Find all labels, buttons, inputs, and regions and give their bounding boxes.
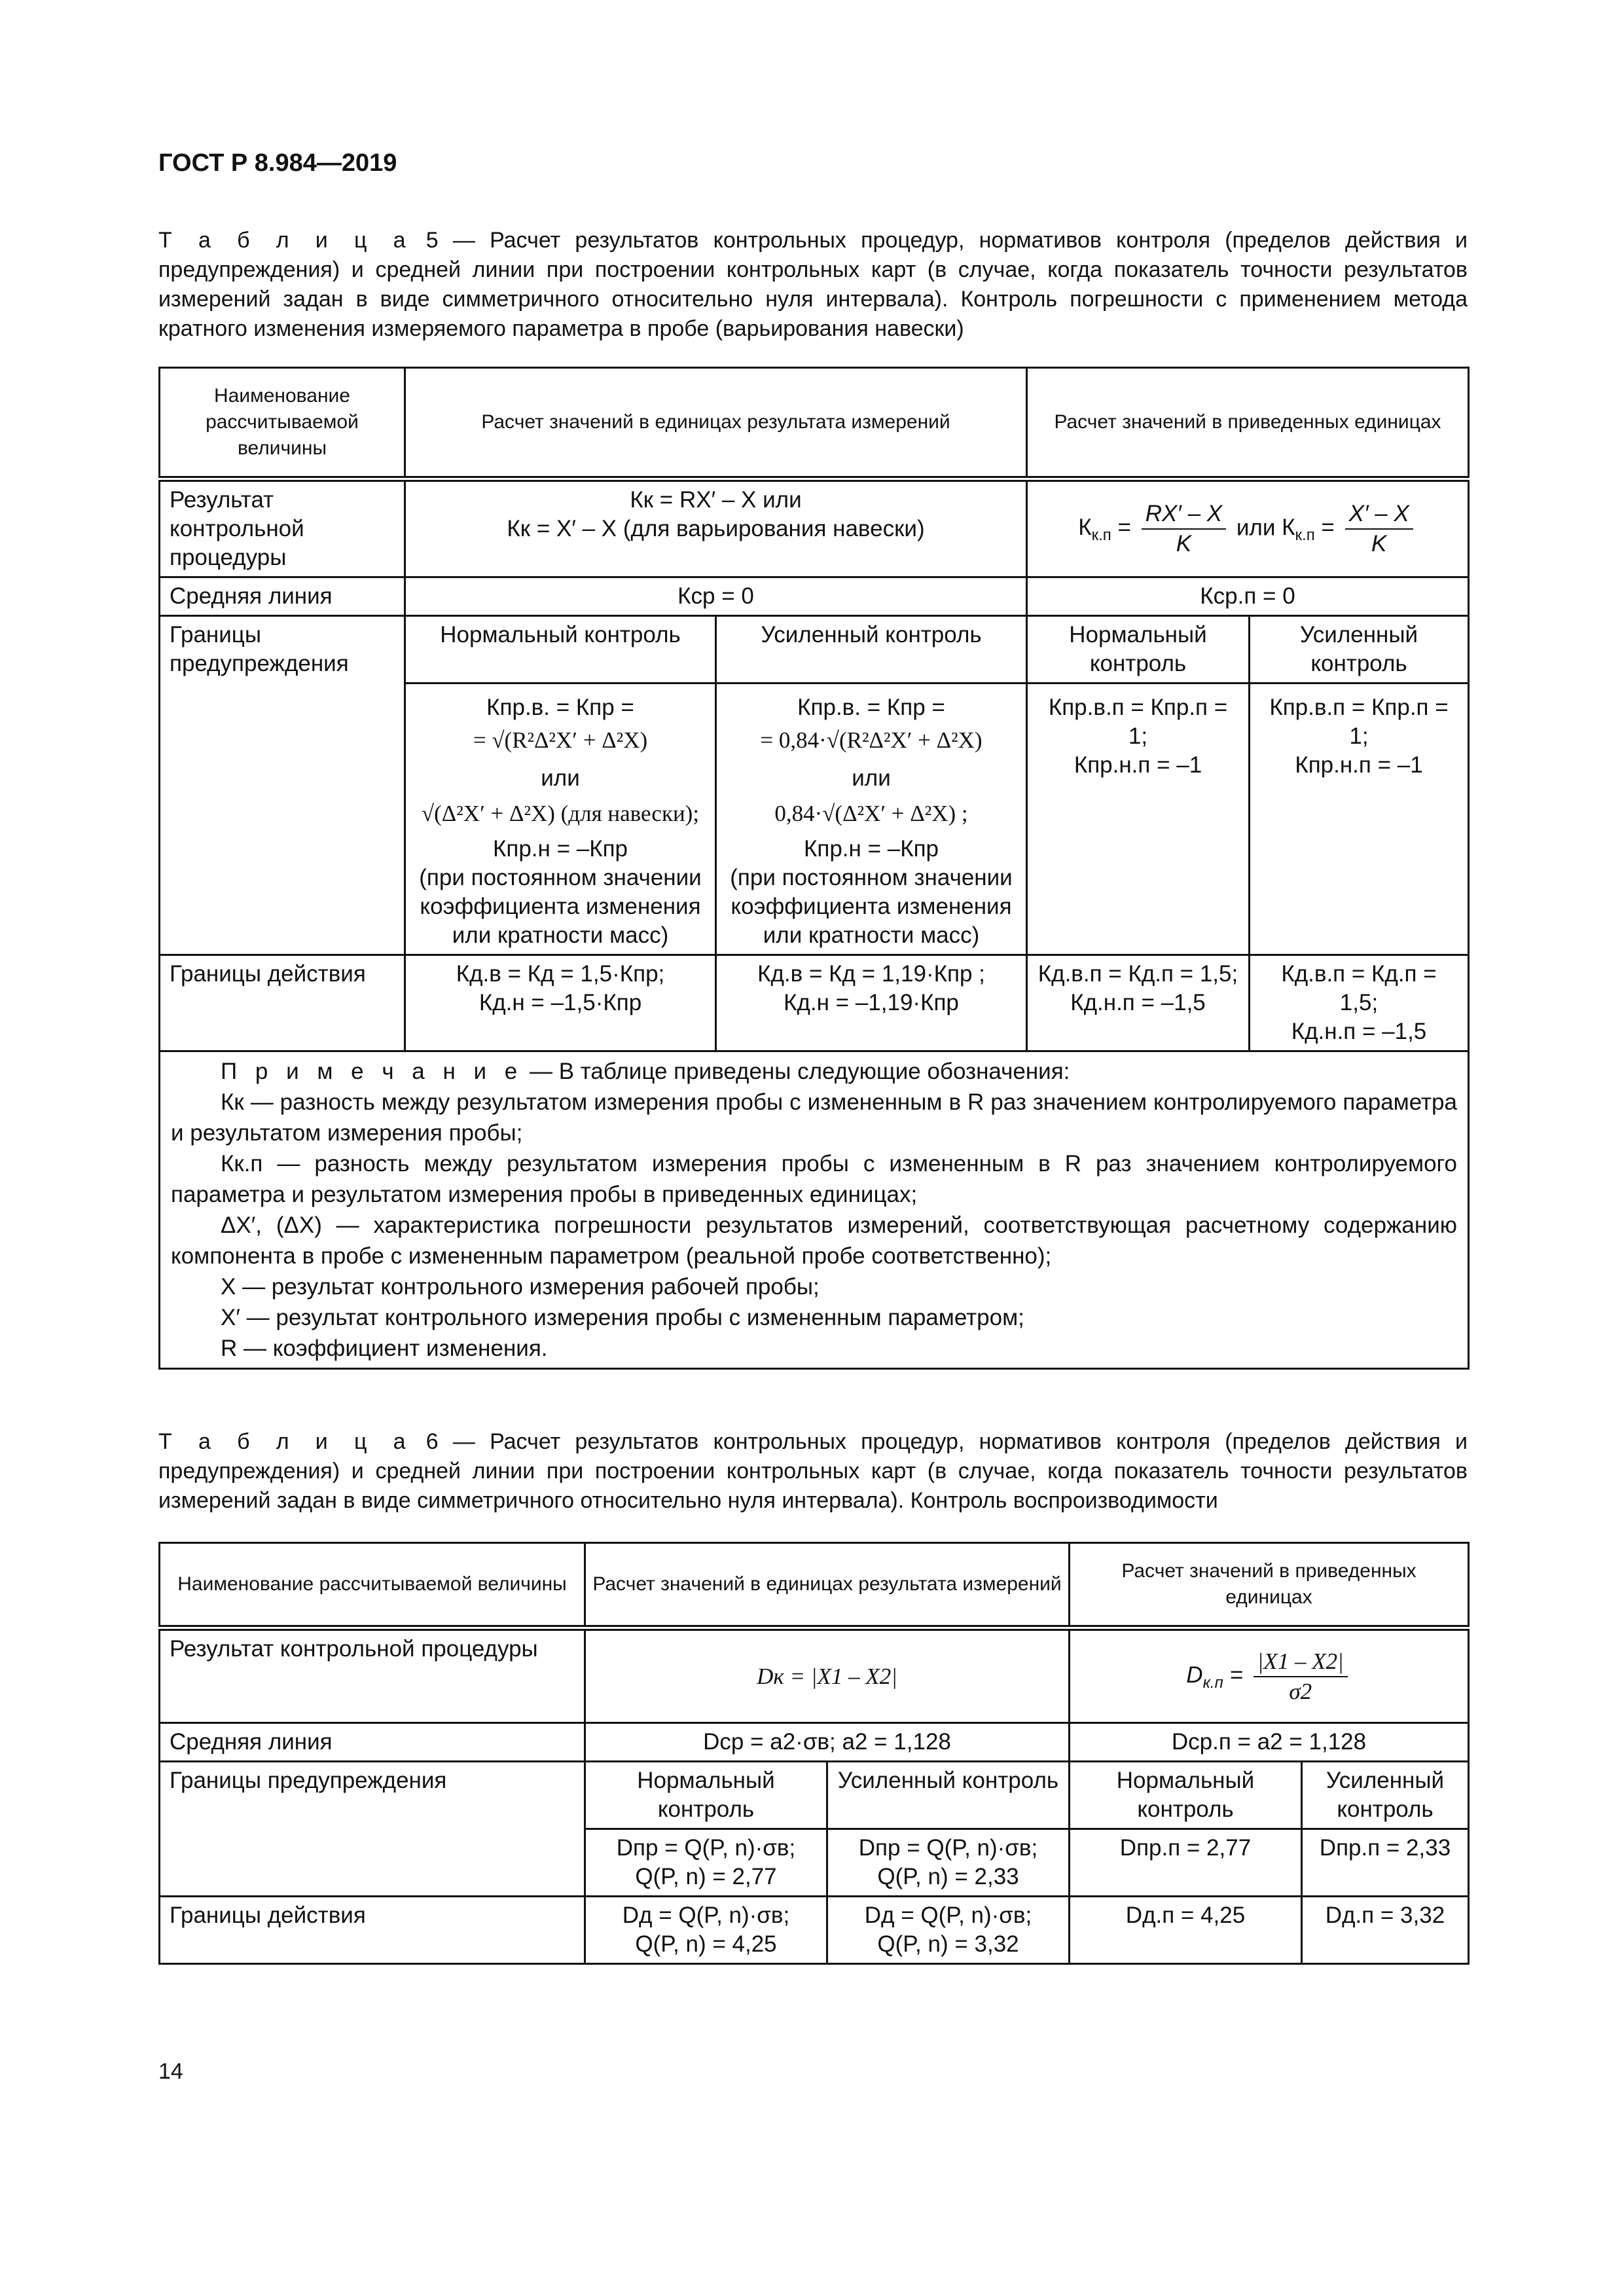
table6-row-result (160, 1628, 1469, 1723)
table5-act-re1: Кд.в.п = Кд.п = 1,5; (1281, 961, 1437, 1015)
table5-warning-normal-cell (405, 683, 716, 955)
table5-header-row (160, 368, 1469, 479)
table6-col-header-rel: Расчет значений в приведенных единицах (1070, 1543, 1469, 1628)
table5-warn-e-or: или (852, 765, 891, 791)
table6-act-e1: Dд = Q(P, n)·σв; (864, 1903, 1032, 1928)
table5-col-header-abs: Расчет значений в единицах результата измерений (405, 368, 1027, 479)
table5-row-warning-header (160, 616, 1469, 683)
table5-midline-label: Средняя линия (160, 577, 405, 616)
table6-act-e2: Q(P, n) = 3,32 (877, 1931, 1019, 1957)
table5-warn-rn1: Кпр.в.п = Кпр.п = 1; (1048, 695, 1228, 749)
table5-action-rel-enhanced (1250, 955, 1469, 1051)
table5-act-n1: Кд.в = Кд = 1,5·Кпр; (456, 961, 665, 987)
table6-action-label: Границы действия (160, 1897, 585, 1964)
table5-caption-number: 5 (425, 228, 439, 253)
table5-caption-word: Т а б л и ц а (158, 228, 412, 253)
table6-warning-label: Границы предупреждения (160, 1762, 585, 1897)
table6-warning-normal-cell (585, 1829, 827, 1897)
table5-action-normal (405, 955, 716, 1051)
table6-row-midline (160, 1723, 1469, 1762)
table5-act-e1: Кд.в = Кд = 1,19·Кпр ; (757, 961, 985, 987)
table5-warn-n-or: или (541, 765, 580, 791)
table5-warn-e2: = 0,84·√(R²Δ²X′ + Δ²X) (760, 727, 983, 753)
table5-result-formula-1: Кк = RX′ – X или (630, 487, 802, 513)
table6-warn-n2: Q(P, n) = 2,77 (635, 1864, 777, 1889)
table6-caption-number: 6 (425, 1429, 439, 1454)
table6-act-n2: Q(P, n) = 4,25 (635, 1931, 777, 1957)
table5-note-line-5: X′ — результат контрольного измерения пробы с измененным параметром; (221, 1305, 1024, 1330)
table5-caption (158, 226, 1468, 344)
page-number: 14 (158, 2059, 183, 2084)
table5-act-e2: Кд.н = –1,19·Кпр (784, 990, 959, 1015)
table6-warning-rel-enhanced-cell: Dпр.п = 2,33 (1302, 1829, 1469, 1897)
table5-warn-n5: (при постоянном значении коэффициента изменения или кратности масс) (419, 865, 702, 948)
table5-note-line-6: R — коэффициент изменения. (221, 1336, 548, 1361)
table5-warn-re1: Кпр.в.п = Кпр.п = 1; (1269, 695, 1449, 749)
table6-result-rel-num: |X1 – X2| (1254, 1647, 1348, 1677)
table5-warn-rn2: Кпр.н.п = –1 (1074, 752, 1202, 778)
table6-warning-rel-normal-header: Нормальный контроль (1070, 1762, 1302, 1829)
table6-result-rel-den: σ2 (1289, 1678, 1312, 1704)
table6-warning-enhanced-cell (827, 1829, 1070, 1897)
table5-note-line-4: X — результат контрольного измерения рабочей пробы; (221, 1274, 820, 1300)
table5-note-line-2: Кк.п — разность между результатом измерения пробы с измененным в R раз значением контролируемого параметра и результатом измерения пробы в приведенных единицах; (171, 1151, 1457, 1207)
table6-warn-e2: Q(P, n) = 2,33 (877, 1864, 1019, 1889)
table5-warn-e4: Кпр.н = –Кпр (803, 836, 939, 862)
table5-result-rel-den1: K (1176, 531, 1192, 556)
table6-col-header-quantity: Наименование рассчитываемой величины (160, 1543, 585, 1628)
table6-row-warning-header (160, 1762, 1469, 1829)
table6-action-rel-enhanced: Dд.п = 3,32 (1302, 1897, 1469, 1964)
table5-warn-e5: (при постоянном значении коэффициента изменения или кратности масс) (730, 865, 1013, 948)
table5-warning-normal-header: Нормальный контроль (405, 616, 716, 683)
table5-result-rel-num2: X′ – X (1345, 500, 1413, 530)
table6-midline-rel: Dср.п = a2 = 1,128 (1070, 1723, 1469, 1762)
table5-warn-n2: = √(R²Δ²X′ + Δ²X) (473, 727, 648, 753)
table5-act-rn2: Кд.н.п = –1,5 (1070, 990, 1206, 1015)
table6-midline-label: Средняя линия (160, 1723, 585, 1762)
table6-row-action (160, 1897, 1469, 1964)
table6-caption (158, 1427, 1468, 1516)
table6-result-rel: $D_{к.п}$ = $\frac{|X1 - X2|}{\sigma 2}$ (1070, 1628, 1469, 1723)
table5-warning-rel-enhanced-header: Усиленный контроль (1250, 616, 1469, 683)
document-id: ГОСТ Р 8.984—2019 (158, 149, 397, 177)
table5-warn-n4: Кпр.н = –Кпр (492, 836, 628, 862)
table5-warning-enhanced-header: Усиленный контроль (716, 616, 1027, 683)
table5-warning-label: Границы предупреждения (160, 616, 405, 955)
table5-warning-enhanced-cell (716, 683, 1027, 955)
table5-result-rel-num1: RX′ – X (1142, 500, 1226, 530)
table5-row-result (160, 479, 1469, 577)
table6-warning-enhanced-header: Усиленный контроль (827, 1762, 1070, 1829)
table6 (158, 1542, 1470, 1965)
table6-warning-normal-header: Нормальный контроль (585, 1762, 827, 1829)
table5-result-rel-den2: K (1371, 531, 1387, 556)
table5-note (160, 1051, 1469, 1369)
table5-warn-e3: 0,84·√(Δ²X′ + Δ²X) ; (774, 801, 968, 826)
table5-action-rel-normal (1027, 955, 1250, 1051)
table5-warning-rel-normal-header: Нормальный контроль (1027, 616, 1250, 683)
table5-row-note (160, 1051, 1469, 1369)
table6-caption-word: Т а б л и ц а (158, 1429, 412, 1454)
table6-warn-n1: Dпр = Q(P, n)·σв; (616, 1835, 796, 1861)
table6-action-normal (585, 1897, 827, 1964)
table5-result-formula-2: Кк = X′ – X (для варьирования навески) (507, 516, 925, 541)
table5-action-label: Границы действия (160, 955, 405, 1051)
table5-result-rel-or: или (1236, 515, 1276, 541)
table5-note-line-3: ΔX′, (ΔX) — характеристика погрешности результатов измерений, соответствующая расчетному содержанию компонента в пробе с измененным параметром (реальной пробе соответственно); (171, 1212, 1457, 1269)
table6-result-label: Результат контрольной процедуры (160, 1628, 585, 1723)
table6-warn-e1: Dпр = Q(P, n)·σв; (858, 1835, 1038, 1861)
table5-note-line-1: Кк — разность между результатом измерения пробы с измененным в R раз значением контролируемого параметра и результатом измерения пробы; (171, 1089, 1457, 1146)
table5-warning-rel-normal-cell (1027, 683, 1250, 955)
table5-warn-re2: Кпр.н.п = –1 (1295, 752, 1423, 778)
table5-midline-rel: Кср.п = 0 (1027, 577, 1469, 616)
table5-act-re2: Кд.н.п = –1,5 (1291, 1019, 1427, 1044)
table5-warn-n3: √(Δ²X′ + Δ²X) (для навески); (421, 801, 700, 826)
table6-header-row (160, 1543, 1469, 1628)
table5-col-header-quantity: Наименование рассчитываемой величины (160, 368, 405, 479)
table5-act-rn1: Кд.в.п = Кд.п = 1,5; (1038, 961, 1238, 987)
table5-note-intro: — В таблице приведены следующие обозначения: (523, 1059, 1070, 1084)
table6-act-n1: Dд = Q(P, n)·σв; (622, 1903, 790, 1928)
table5-note-title: П р и м е ч а н и е (221, 1059, 524, 1084)
table6-col-header-abs: Расчет значений в единицах результата измерений (585, 1543, 1070, 1628)
table5-action-enhanced (716, 955, 1027, 1051)
table5-row-midline (160, 577, 1469, 616)
table5-result-abs (405, 479, 1027, 577)
table5-midline-abs: Кср = 0 (405, 577, 1027, 616)
table6-action-rel-normal: Dд.п = 4,25 (1070, 1897, 1302, 1964)
table5-warn-n1: Кпр.в. = Кпр = (486, 695, 634, 720)
table5-warn-e1: Кпр.в. = Кпр = (797, 695, 945, 720)
table5 (158, 367, 1470, 1370)
table6-warning-rel-enhanced-header: Усиленный контроль (1302, 1762, 1469, 1829)
table6-warning-rel-normal-cell: Dпр.п = 2,77 (1070, 1829, 1302, 1897)
table6-caption-text: — Расчет результатов контрольных процедур, нормативов контроля (пределов действия и предупреждения) и средней линии при построении контрольных карт (в случае, когда показатель точности результатов измерений задан в виде симметричного относительно нуля интервала). Контроль воспроизводимости (158, 1429, 1468, 1513)
table5-act-n2: Кд.н = –1,5·Кпр (478, 990, 642, 1015)
table5-result-label: Результат контрольной процедуры (160, 479, 405, 577)
table5-caption-text: — Расчет результатов контрольных процедур, нормативов контроля (пределов действия и предупреждения) и средней линии при построении контрольных карт (в случае, когда показатель точности результатов измерений задан в виде симметричного относительно нуля интервала). Контроль погрешности с применением метода кратного изменения измеряемого параметра в пробе (варьирования навески) (158, 228, 1468, 341)
table6-midline-abs: Dср = a2·σв; a2 = 1,128 (585, 1723, 1070, 1762)
table6-action-enhanced (827, 1897, 1070, 1964)
table6-result-abs: Dк = |X1 – X2| (585, 1628, 1070, 1723)
table5-col-header-rel: Расчет значений в приведенных единицах (1027, 368, 1469, 479)
table5-result-rel: $К_{к.п}$ = $\frac{RX' - X}{K}$ или $К_{к.п}$ = $\frac{X' - X}{K}$ (1027, 479, 1469, 577)
table5-row-action (160, 955, 1469, 1051)
table5-warning-rel-enhanced-cell (1250, 683, 1469, 955)
